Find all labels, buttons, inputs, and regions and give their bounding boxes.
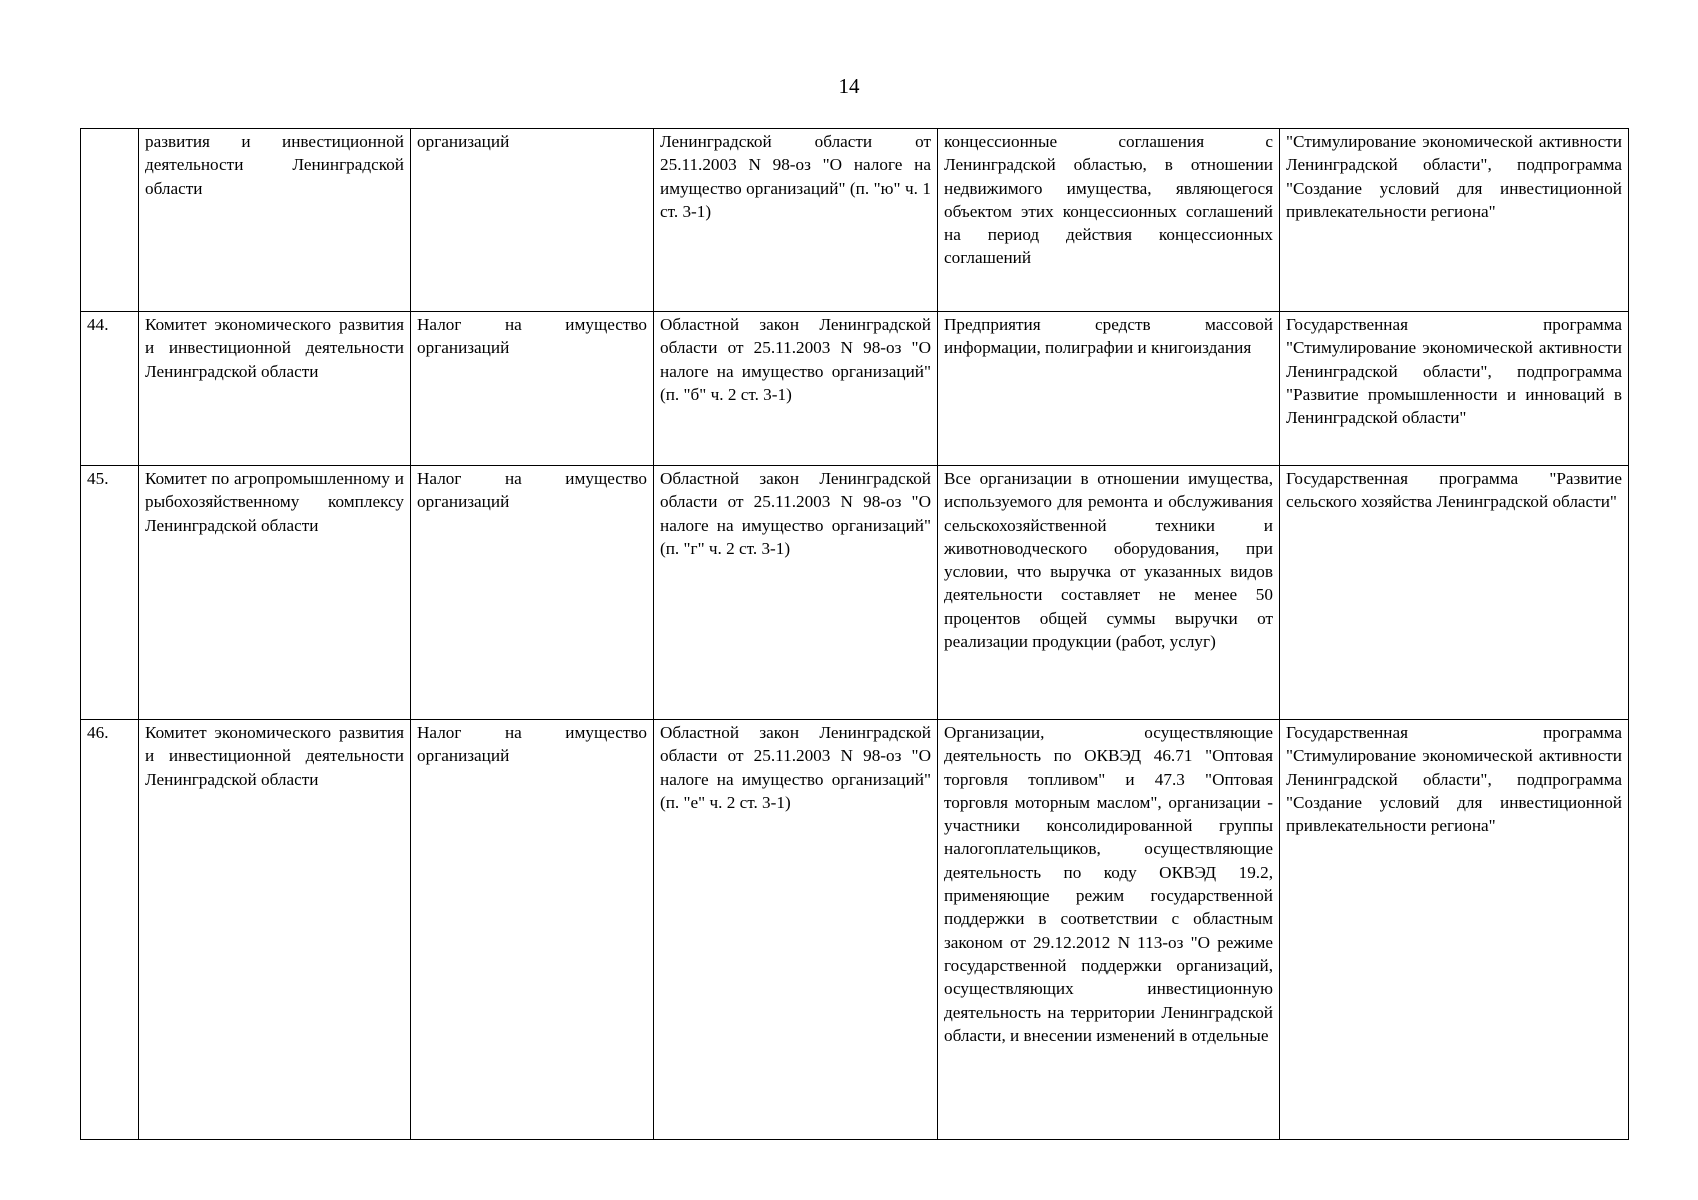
law-cell: Ленинградской области от 25.11.2003 N 98-оз "О налоге на имущество организаций" (п. "ю" ч. 1 ст. 3-1) [654, 129, 938, 312]
row-number: 44. [81, 312, 139, 466]
tax-cell: Налог на имущество организаций [411, 312, 654, 466]
tax-cell: Налог на имущество организаций [411, 720, 654, 1140]
tax-cell: Налог на имущество организаций [411, 466, 654, 720]
row-number [81, 129, 139, 312]
category-cell: концессионные соглашения с Ленинградской областью, в отношении недвижимого имущества, являющегося объектом этих концессионных соглашений на период действия концессионных соглашений [938, 129, 1280, 312]
row-number: 46. [81, 720, 139, 1140]
program-cell: Государственная программа "Развитие сельского хозяйства Ленинградской области" [1280, 466, 1629, 720]
tax-benefits-table [80, 128, 1629, 1140]
table-row [81, 312, 1629, 466]
program-cell: Государственная программа "Стимулирование экономической активности Ленинградской области", подпрограмма "Создание условий для инвестиционной привлекательности региона" [1280, 720, 1629, 1140]
tax-cell: организаций [411, 129, 654, 312]
authority-cell: Комитет экономического развития и инвестиционной деятельности Ленинградской области [139, 720, 411, 1140]
category-cell: Все организации в отношении имущества, используемого для ремонта и обслуживания сельскохозяйственной техники и животноводческого оборудования, при условии, что выручка от указанных видов деятельности составляет не менее 50 процентов общей суммы выручки от реализации продукции (работ, услуг) [938, 466, 1280, 720]
law-cell: Областной закон Ленинградской области от 25.11.2003 N 98-оз "О налоге на имущество организаций" (п. "б" ч. 2 ст. 3-1) [654, 312, 938, 466]
category-cell: Организации, осуществляющие деятельность по ОКВЭД 46.71 "Оптовая торговля топливом" и 47.3 "Оптовая торговля моторным маслом", организации - участники консолидированной группы налогоплательщиков, осуществляющие деятельность по коду ОКВЭД 19.2, применяющие режим государственной поддержки в соответствии с областным законом от 29.12.2012 N 113-оз "О режиме государственной поддержки организаций, осуществляющих инвестиционную деятельность на территории Ленинградской области, и внесении изменений в отдельные [938, 720, 1280, 1140]
authority-cell: развития и инвестиционной деятельности Ленинградской области [139, 129, 411, 312]
row-number: 45. [81, 466, 139, 720]
program-cell: "Стимулирование экономической активности Ленинградской области", подпрограмма "Создание условий для инвестиционной привлекательности региона" [1280, 129, 1629, 312]
category-cell: Предприятия средств массовой информации, полиграфии и книгоиздания [938, 312, 1280, 466]
authority-cell: Комитет экономического развития и инвестиционной деятельности Ленинградской области [139, 312, 411, 466]
authority-cell: Комитет по агропромышленному и рыбохозяйственному комплексу Ленинградской области [139, 466, 411, 720]
table-row [81, 466, 1629, 720]
program-cell: Государственная программа "Стимулирование экономической активности Ленинградской области", подпрограмма "Развитие промышленности и инноваций в Ленинградской области" [1280, 312, 1629, 466]
law-cell: Областной закон Ленинградской области от 25.11.2003 N 98-оз "О налоге на имущество организаций" (п. "г" ч. 2 ст. 3-1) [654, 466, 938, 720]
table-row [81, 720, 1629, 1140]
law-cell: Областной закон Ленинградской области от 25.11.2003 N 98-оз "О налоге на имущество организаций" (п. "е" ч. 2 ст. 3-1) [654, 720, 938, 1140]
table-row [81, 129, 1629, 312]
page-number: 14 [838, 74, 860, 98]
